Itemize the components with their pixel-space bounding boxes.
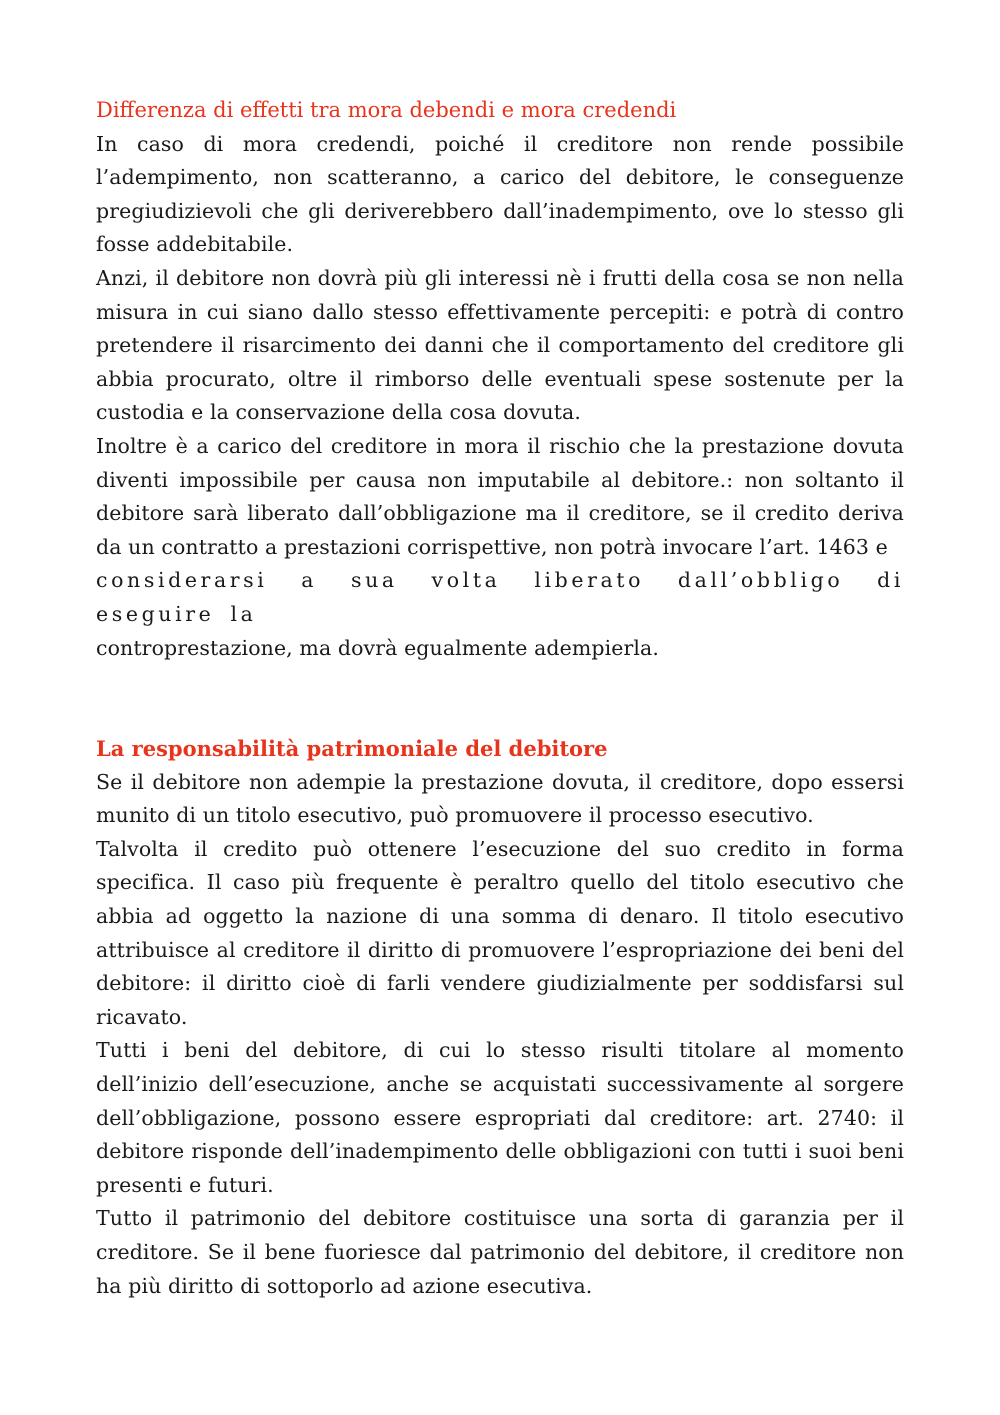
paragraph-text-spaced-line: considerarsi a sua volta liberato dall’obbligo di eseguire la	[96, 568, 904, 626]
document-page	[96, 94, 904, 1303]
paragraph-text: controprestazione, ma dovrà egualmente adempierla.	[96, 635, 659, 660]
paragraph: Talvolta il credito può ottenere l’esecuzione del suo credito in forma specifica. Il caso più frequente è peraltro quello del titolo esecutivo che abbia ad oggetto la nazione di una somma di denaro. Il titolo esecutivo attribuisce al creditore il diritto di promuovere l’espropriazione dei beni del debitore: il diritto cioè di farli vendere giudizialmente per soddisfarsi sul ricavato.	[96, 836, 904, 1029]
section-heading: La responsabilità patrimoniale del debitore	[96, 736, 608, 762]
paragraph: Se il debitore non adempie la prestazione dovuta, il creditore, dopo essersi munito di un titolo esecutivo, può promuovere il processo esecutivo.	[96, 769, 904, 828]
paragraph: Anzi, il debitore non dovrà più gli interessi nè i frutti della cosa se non nella misura in cui siano dallo stesso effettivamente percepiti: e potrà di contro pretendere il risarcimento dei danni che il comportamento del creditore gli abbia procurato, oltre il rimborso delle eventuali spese sostenute per la custodia e la conservazione della cosa dovuta.	[96, 265, 904, 425]
section-patrimonial-responsibility	[96, 732, 904, 1303]
section-heading: Differenza di effetti tra mora debendi e mora credendi	[96, 98, 677, 122]
section-spacer	[96, 665, 904, 732]
paragraph: Tutti i beni del debitore, di cui lo stesso risulti titolare al momento dell’inizio dell’esecuzione, anche se acquistati successivamente al sorgere dell’obbligazione, possono essere espropriati dal creditore: art. 2740: il debitore risponde dell’inadempimento delle obbligazioni con tutti i suoi beni presenti e futuri.	[96, 1038, 904, 1197]
section-mora-effects	[96, 94, 904, 665]
paragraph	[96, 430, 904, 665]
paragraph: In caso di mora credendi, poiché il creditore non rende possibile l’adempimento, non scatteranno, a carico del debitore, le conseguenze pregiudizievoli che gli deriverebbero dall’inadempimento, ove lo stesso gli fosse addebitabile.	[96, 131, 904, 257]
paragraph: Tutto il patrimonio del debitore costituisce una sorta di garanzia per il creditore. Se il bene fuoriesce dal patrimonio del debitore, il creditore non ha più diritto di sottoporlo ad azione esecutiva.	[96, 1206, 904, 1298]
paragraph-text: Inoltre è a carico del creditore in mora il rischio che la prestazione dovuta diventi impossibile per causa non imputabile al debitore.: non soltanto il debitore sarà liberato dall’obbligazione ma il creditore, se il credito deriva da un contratto a prestazioni corrispettive, non potrà invocare l’art. 1463 e	[96, 433, 904, 559]
